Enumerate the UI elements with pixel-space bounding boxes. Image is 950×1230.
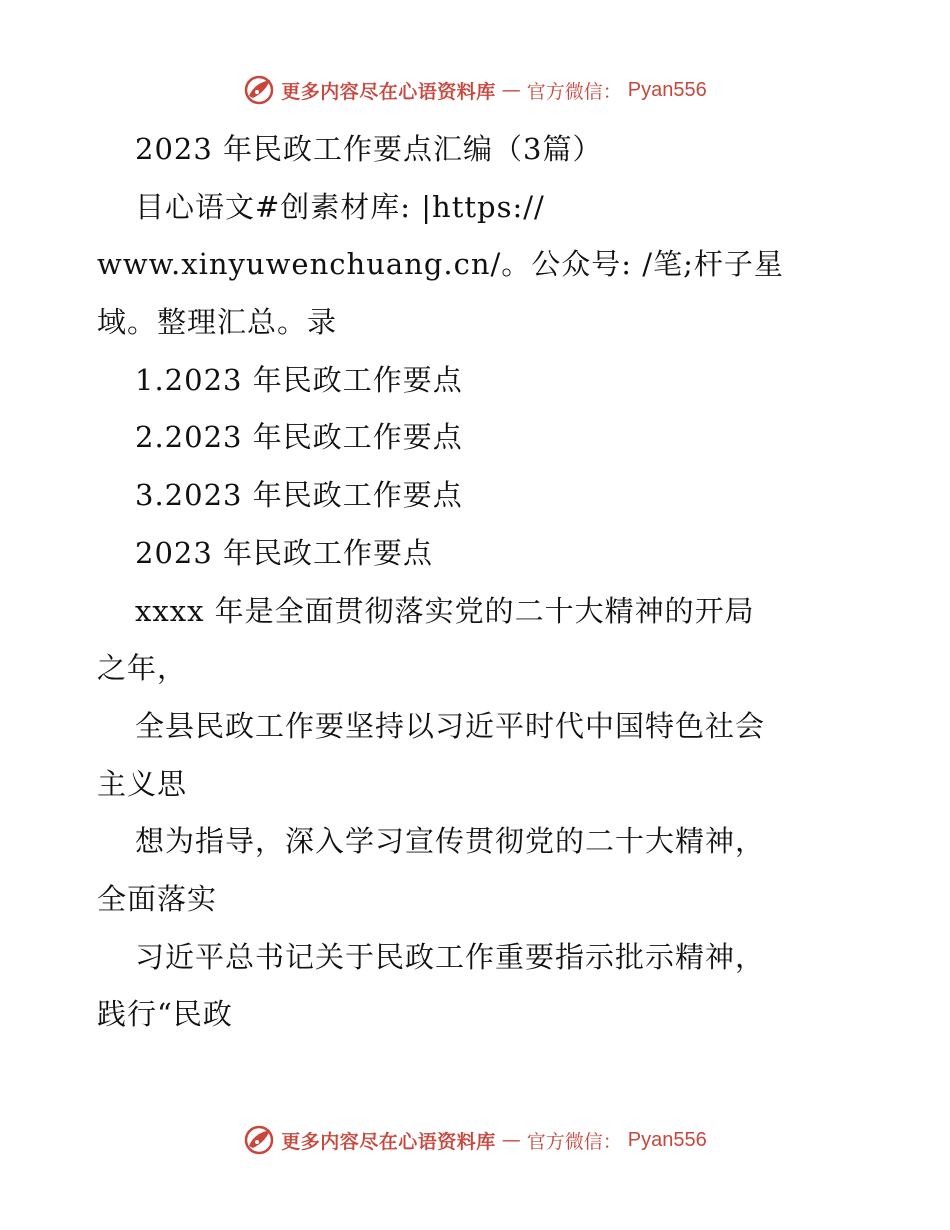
banner-wechat-id: Pyan556 xyxy=(627,1128,707,1151)
footer-banner xyxy=(0,1120,950,1160)
paragraph-line: xxxx 年是全面贯彻落实党的二十大精神的开局 xyxy=(135,593,755,628)
banner-slogan: 更多内容尽在心语资料库 xyxy=(281,80,496,103)
paragraph-line: 之年， xyxy=(97,651,188,686)
banner-wechat-label: 官方微信： xyxy=(526,80,622,103)
paragraph-line: 主义思 xyxy=(97,766,188,801)
toc-item: 2.2023 年民政工作要点 xyxy=(135,420,463,455)
paragraph-line: 践行“民政 xyxy=(97,997,233,1032)
section-heading: 2023 年民政工作要点 xyxy=(135,535,434,570)
banner-wechat-id: Pyan556 xyxy=(627,78,707,101)
document-body xyxy=(97,121,857,1044)
paragraph-line: 习近平总书记关于民政工作重要指示批示精神， xyxy=(135,939,766,974)
source-line-cont: www.xinyuwenchuang.cn/。公众号: /笔;杆子星 xyxy=(97,247,784,282)
paragraph-line: 全面落实 xyxy=(97,881,218,916)
banner-wechat-label: 官方微信： xyxy=(526,1130,622,1153)
source-line-cont: 域。整理汇总。录 xyxy=(97,305,338,340)
header-banner xyxy=(0,70,950,110)
banner-slogan: 更多内容尽在心语资料库 xyxy=(281,1130,496,1153)
doc-title: 2023 年民政工作要点汇编（3篇） xyxy=(135,132,603,166)
paragraph-line: 全县民政工作要坚持以习近平时代中国特色社会 xyxy=(135,708,766,743)
toc-item: 3.2023 年民政工作要点 xyxy=(135,478,463,513)
banner-dash: — xyxy=(501,79,521,101)
pen-nib-circle-icon xyxy=(243,74,275,106)
source-line: 目心语文#创素材库: |https:// xyxy=(135,189,545,224)
banner-dash: — xyxy=(501,1129,521,1151)
pen-nib-circle-icon xyxy=(243,1124,275,1156)
paragraph-line: 想为指导，深入学习宣传贯彻党的二十大精神， xyxy=(135,824,766,859)
toc-item: 1.2023 年民政工作要点 xyxy=(135,362,463,397)
